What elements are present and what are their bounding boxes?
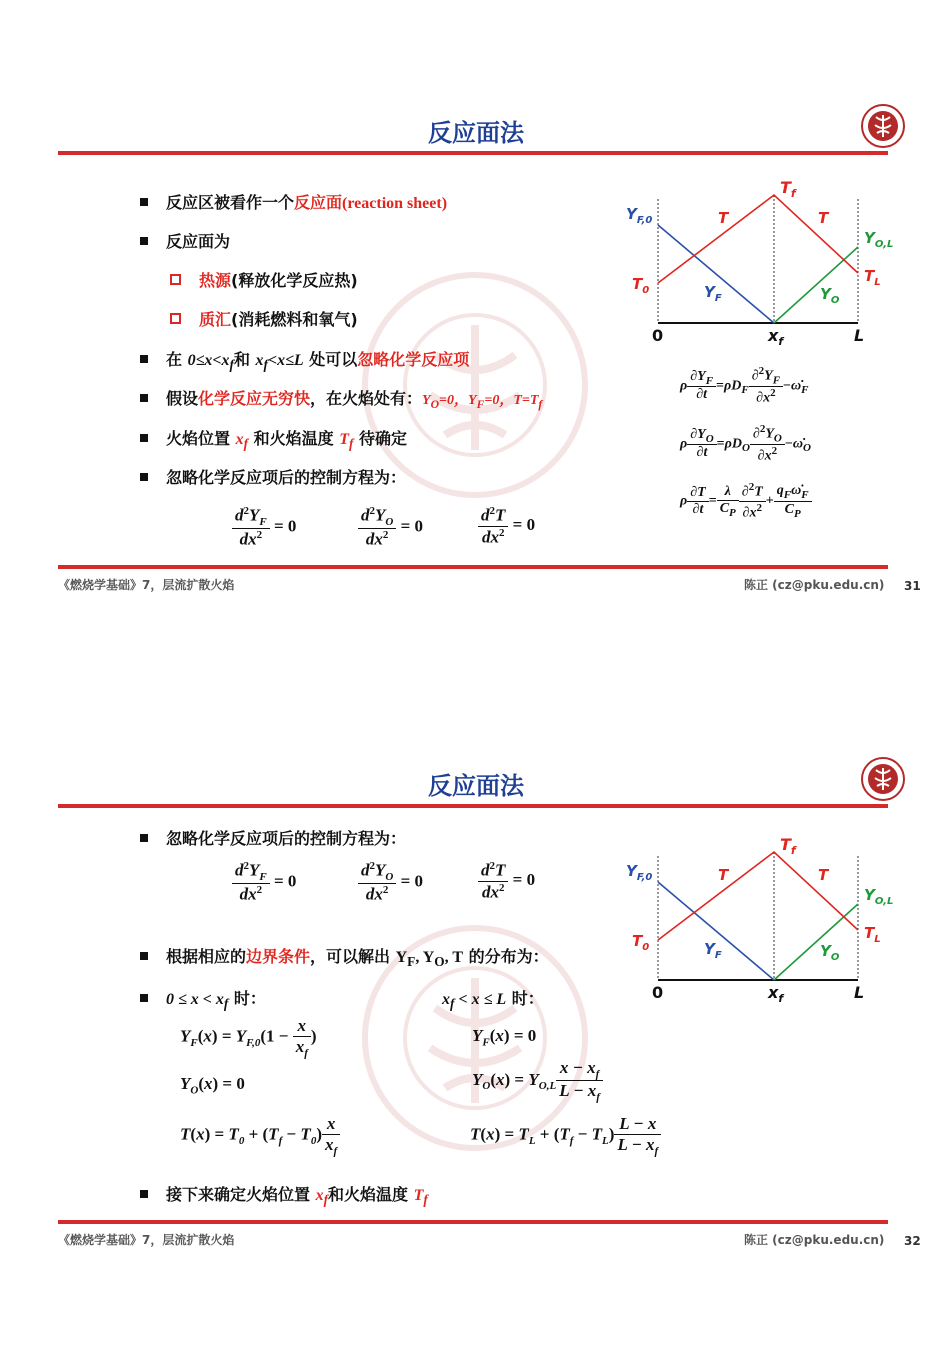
- equation-t-ode: $\frac{d^2T}{dx^2}$ = 0: [478, 505, 535, 547]
- bullet-text: 待确定: [353, 429, 407, 448]
- footer-course: 《燃烧学基础》7，层流扩散火焰: [58, 1233, 235, 1247]
- math-text: Y: [395, 949, 408, 966]
- axis-label-l: L: [854, 326, 865, 345]
- label-yol: $Y_{O,L}$: [864, 229, 894, 250]
- equation-t-pde: ρ $\frac{\partial T}{\partial t}$ = $\frac{\lambda}{C_P}$ $\frac{\partial^2T}{\partial x^2}$ + $\frac{q_F\omegȧ_F}{C_P}$: [680, 481, 812, 521]
- label-tl: $T_L$: [864, 924, 881, 945]
- bullet-square-icon: [140, 473, 148, 481]
- math-sub: f: [348, 436, 354, 452]
- title-rule: [58, 151, 888, 155]
- math-sub: f: [538, 397, 543, 411]
- bullet-text: 忽略化学反应项后的控制方程为：: [166, 468, 407, 487]
- solution-yo-right: $Y_O(x) = Y_{O,L}$ $\frac{x - x_f}{L - x_f}$: [472, 1058, 603, 1104]
- peking-university-seal-icon: [860, 756, 906, 802]
- bullet-highlight: 边界条件: [246, 947, 311, 966]
- bullet-square-icon: [140, 237, 148, 245]
- equation-yo-pde: ρ $\frac{\partial Y_O}{\partial t}$ $=\rho D_O$ $\frac{\partial^2Y_O}{\partial x^2}$ $-\omegȧ_O$: [680, 423, 811, 465]
- math-sub: f: [243, 436, 249, 452]
- label-tl: $T_L$: [864, 267, 881, 288]
- bullet-text: (消耗燃料和氧气): [231, 310, 358, 329]
- flame-sheet-profile-svg: [622, 175, 912, 348]
- bullet-ignore-reaction: [140, 347, 469, 373]
- bullet-text: 和火焰温度: [328, 1185, 414, 1204]
- label-yf: $Y_F$: [704, 940, 722, 961]
- math-sub: f: [223, 996, 229, 1012]
- math-text: x: [315, 1187, 324, 1204]
- solution-yf-left: $Y_F(x) = Y_{F,0}(1$ − $\frac{x}{x_f}$ ): [180, 1016, 317, 1060]
- bullet-text: 和火焰温度: [248, 429, 340, 448]
- math-text: , T: [444, 949, 464, 966]
- bullet-square-icon: [140, 994, 148, 1002]
- oxidizer-profile-line: [774, 247, 858, 323]
- label-yf0: $Y_{F,0}$: [626, 862, 653, 883]
- solution-t-right: $T(x) = T_L + (T_f - T_L)$ $\frac{L - x}{L - x_f}$: [470, 1114, 661, 1157]
- math-sub: O: [434, 954, 445, 970]
- bullet-highlight: 忽略化学反应项: [357, 350, 470, 369]
- label-yf: $Y_F$: [704, 283, 722, 304]
- bullet-highlight: 质汇: [199, 310, 232, 329]
- peking-university-seal-icon: [860, 103, 906, 149]
- math-sub: f: [229, 357, 234, 373]
- bullet-highlight: 反应面: [294, 193, 343, 212]
- bullet-square-icon: [140, 355, 148, 363]
- label-tf: $T_f$: [780, 178, 796, 200]
- equation-t-ode: $\frac{d^2T}{dx^2}$ = 0: [478, 860, 535, 902]
- math-text: Y: [422, 393, 431, 408]
- math-sub: F: [407, 954, 416, 970]
- math-sub: F: [476, 397, 485, 411]
- page-number: 31: [904, 579, 921, 593]
- footer-course: 《燃烧学基础》7，层流扩散火焰: [58, 578, 235, 592]
- label-yo: $Y_O$: [820, 942, 840, 963]
- bullet-text: 火焰位置: [166, 429, 236, 448]
- math-text: < x ≤ L: [454, 991, 507, 1008]
- bullet-boundary-conditions: [140, 944, 549, 970]
- bullet-text: 忽略化学反应项后的控制方程为：: [166, 829, 407, 848]
- equation-yo-ode: $\frac{d^2Y_O}{dx^2}$ = 0: [358, 505, 423, 550]
- flame-sheet-diagram: [622, 175, 912, 348]
- bullet-text: 在: [166, 350, 188, 369]
- bullet-square-icon: [140, 198, 148, 206]
- footer-author: 陈正 (cz@pku.edu.cn): [744, 578, 885, 592]
- axis-label-0: 0: [652, 983, 664, 1002]
- label-yol: $Y_{O,L}$: [864, 886, 894, 907]
- sub-bullet-heat-source: [170, 268, 358, 291]
- hollow-square-icon: [170, 274, 181, 285]
- footer-rule: [58, 1220, 888, 1224]
- label-tf: $T_f$: [780, 835, 796, 857]
- label-t-right: T: [818, 209, 829, 227]
- math-text: x: [235, 431, 244, 448]
- bullet-text: 反应面为: [166, 232, 231, 251]
- solution-t-left: $T(x) = T_0 + (T_f - T_0)$ $\frac{x}{x_f}$: [180, 1114, 340, 1157]
- bullet-square-icon: [140, 952, 148, 960]
- math-sub: O: [430, 397, 440, 411]
- bullet-text: 时：: [506, 989, 544, 1008]
- bullet-infinite-rate: [140, 386, 542, 411]
- math-text: x: [442, 991, 450, 1008]
- equation-yo-ode: $\frac{d^2Y_O}{dx^2}$ = 0: [358, 860, 423, 905]
- math-text: T: [339, 431, 349, 448]
- bullet-text: 根据相应的: [166, 947, 247, 966]
- bullet-text: 的分布为：: [463, 947, 549, 966]
- bullet-flame-position: [140, 426, 407, 452]
- bullet-reaction-sheet-is: [140, 229, 230, 252]
- solution-yo-left: $Y_O(x) = 0$: [180, 1074, 245, 1097]
- bullet-region-right: [442, 986, 544, 1012]
- slide-31: [0, 95, 952, 695]
- label-t-left: T: [718, 866, 729, 884]
- bullet-reaction-sheet: [140, 190, 447, 213]
- slide-title: 反应面法: [428, 119, 524, 147]
- label-t0: $T_0$: [632, 275, 650, 296]
- bullet-square-icon: [140, 394, 148, 402]
- label-t0: $T_0$: [632, 932, 650, 953]
- footer-author: 陈正 (cz@pku.edu.cn): [744, 1233, 885, 1247]
- label-t-right: T: [818, 866, 829, 884]
- axis-label-xf: $x_f$: [768, 983, 784, 1005]
- bullet-text: 时：: [228, 989, 266, 1008]
- bullet-highlight-en: (reaction sheet): [342, 195, 448, 212]
- label-yf0: $Y_{F,0}$: [626, 205, 653, 226]
- flame-sheet-diagram: [622, 832, 912, 1005]
- axis-label-0: 0: [652, 326, 664, 345]
- math-text: 0 ≤ x < x: [166, 991, 224, 1008]
- flame-sheet-profile-svg: [622, 832, 912, 1005]
- bullet-governing-equations: [140, 465, 406, 488]
- bullet-text: 假设: [166, 389, 199, 408]
- axis-label-l: L: [854, 983, 865, 1002]
- axis-label-xf: $x_f$: [768, 326, 784, 348]
- math-text: =0，Y: [439, 393, 477, 408]
- bullet-highlight: 化学反应无穷快: [198, 389, 311, 408]
- math-text: T: [413, 1187, 424, 1204]
- bullet-governing-equations: [140, 826, 406, 849]
- footer-rule: [58, 565, 888, 569]
- math-text: =0，T=T: [484, 393, 539, 408]
- label-t-left: T: [718, 209, 729, 227]
- sub-bullet-mass-sink: [170, 307, 358, 330]
- bullet-region-left: [140, 986, 266, 1012]
- bullet-text: 处可以: [303, 350, 358, 369]
- slide-32: [0, 748, 952, 1348]
- bullet-text: 和: [233, 350, 256, 369]
- math-sub: f: [323, 1192, 329, 1208]
- bullet-text: (释放化学反应热): [231, 271, 358, 290]
- bullet-square-icon: [140, 434, 148, 442]
- math-sub: f: [450, 996, 455, 1012]
- math-text: 0≤x<x: [187, 352, 230, 369]
- page-number: 32: [904, 1234, 921, 1248]
- bullet-text: ，在火焰处有：: [310, 389, 423, 408]
- equation-yf-pde: ρ $\frac{\partial Y_F}{\partial t}$ $=\rho D_F$ $\frac{\partial^2Y_F}{\partial x^2}$ $-\omegȧ_F$: [680, 365, 809, 407]
- bullet-highlight: 热源: [199, 271, 232, 290]
- bullet-next-step: [140, 1182, 428, 1208]
- math-text: , Y: [415, 949, 435, 966]
- slide-title: 反应面法: [428, 772, 524, 800]
- oxidizer-profile-line: [774, 904, 858, 980]
- bullet-square-icon: [140, 834, 148, 842]
- bullet-text: ，可以解出: [310, 947, 396, 966]
- label-yo: $Y_O$: [820, 285, 840, 306]
- equation-yf-ode: $\frac{d^2Y_F}{dx^2}$ = 0: [232, 505, 296, 550]
- math-text: x: [255, 352, 264, 369]
- bullet-square-icon: [140, 1190, 148, 1198]
- title-rule: [58, 804, 888, 808]
- math-sub: f: [423, 1192, 428, 1208]
- bullet-text: 接下来确定火焰位置: [166, 1185, 316, 1204]
- hollow-square-icon: [170, 313, 181, 324]
- bullet-text: 反应区被看作一个: [166, 193, 295, 212]
- solution-yf-right: $Y_F(x) = 0$: [472, 1026, 537, 1049]
- math-sub: f: [263, 357, 268, 373]
- equation-yf-ode: $\frac{d^2Y_F}{dx^2}$ = 0: [232, 860, 296, 905]
- math-text: <x≤L: [267, 352, 304, 369]
